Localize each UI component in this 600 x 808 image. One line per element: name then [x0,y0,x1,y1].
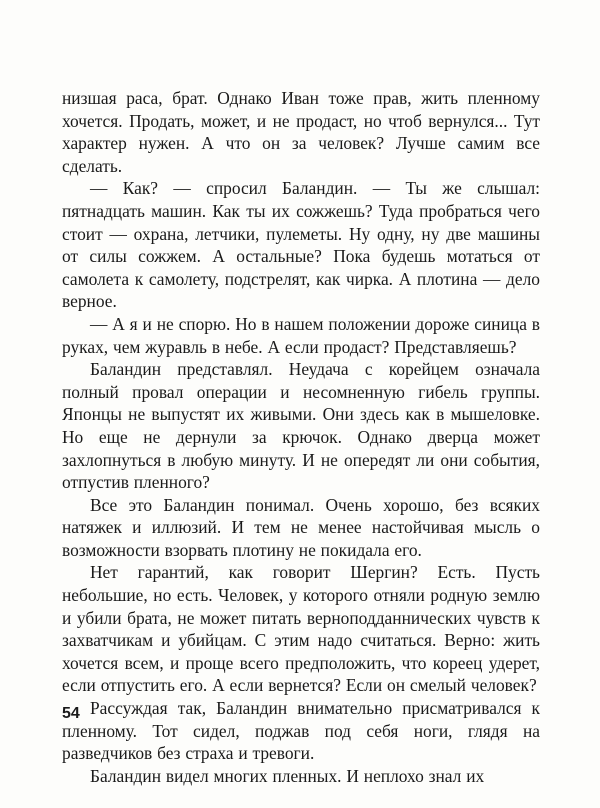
paragraph-prisoners: Баландин видел многих пленных. И неплохо знал их [90,765,485,786]
paragraph-all-this: Все это Баландин понимал. Очень хорошо, без всяких натяжек и иллюзий. И тем не менее настойчивая мысль о возможности взорвать плотину не покидала его. [62,494,540,560]
paragraph-continued: низшая раса, брат. Однако Иван тоже прав, жить пленному хочется. Продать, может, и не продаст, но чтоб вернулся... Тут характер нужен. А что он за человек? Лучше самим все сделать. [62,88,540,176]
paragraph-balandin-understood: Баландин представлял. Неудача с корейцем означала полный провал операции и несомненную гибель группы. Японцы не выпустят их живыми. Они здесь как в мышеловке. Но еще не дернули за крючок. Однако дверца может захлопнуться в любую минуту. И не опередят ли они события, отпустив пленного? [62,359,540,493]
body-text [62,87,540,787]
paragraph-dialogue-reply: — А я и не спорю. Но в нашем положении дороже синица в руках, чем журавль в небе. А если продаст? Представляешь? [62,313,540,357]
page-number: 54 [62,705,80,722]
paragraph-dialogue-balandin: — Как? — спросил Баландин. — Ты же слышал: пятнадцать машин. Как ты их сожжешь? Туда пробраться чего стоит — охрана, летчики, пулеметы. Ну одну, ну две машины от силы сожжем. А остальные? Пока будешь мотаться от самолета к самолету, подстрелят, как чирка. А плотина — дело верное. [62,178,540,312]
paragraph-reasoning: Рассуждая так, Баландин внимательно присматривался к пленному. Тот сидел, поджав под себя ноги, глядя на разведчиков без страха и тревоги. [62,698,540,764]
paragraph-no-guarantees: Нет гарантий, как говорит Шергин? Есть. Пусть небольшие, но есть. Человек, у которого отняли родную землю и убили брата, не может питать верноподданнических чувств к захватчикам и убийцам. С этим надо считаться. Верно: жить хочется всем, и проще всего предположить, что кореец удерет, если отпустить его. А если вернется? Если он смелый человек? [62,562,540,696]
